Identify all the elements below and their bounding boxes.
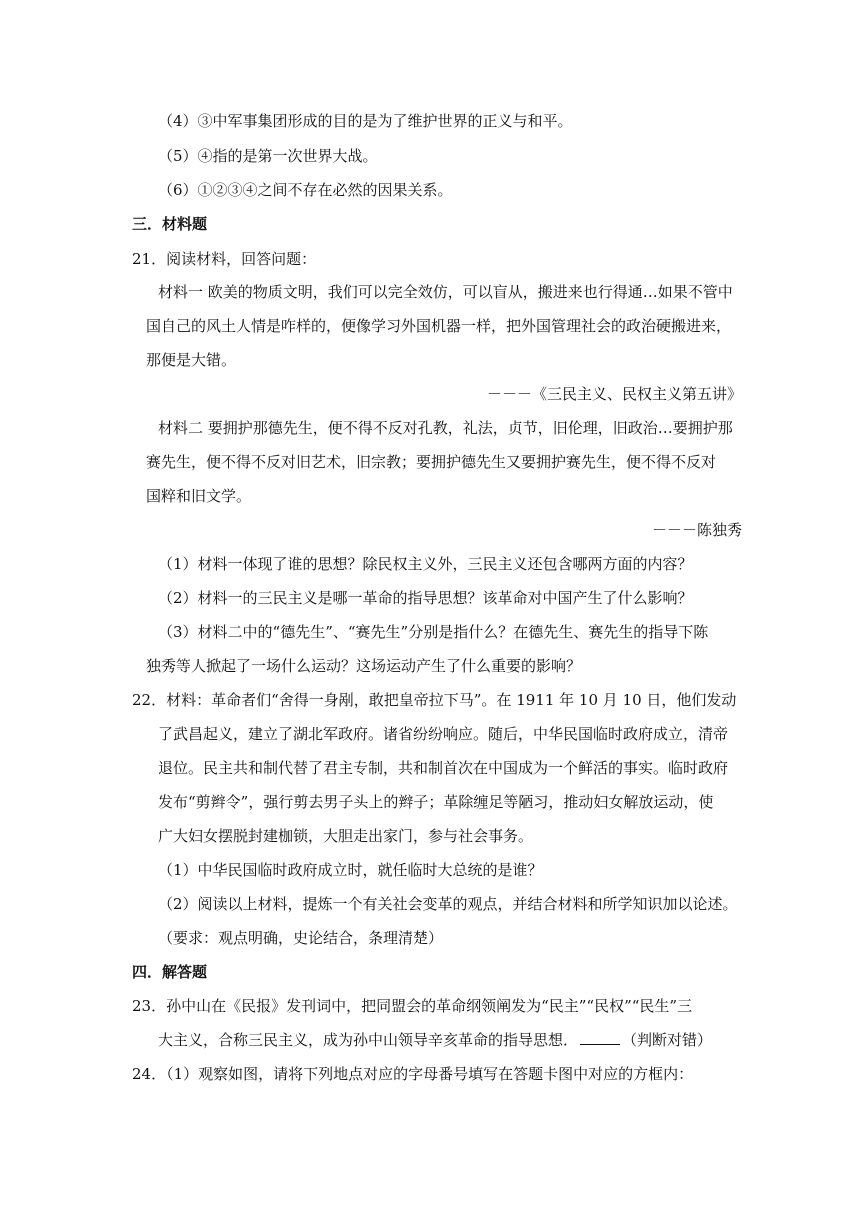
question-21-3-line-2: 独秀等人掀起了一场什么运动？这场运动产生了什么重要的影响？ xyxy=(146,657,582,675)
question-22-requirement: （要求：观点明确，史论结合，条理清楚） xyxy=(158,929,444,947)
question-22-1: （1）中华民国临时政府成立时，就任临时大总统的是谁？ xyxy=(158,861,543,879)
question-21-2: （2）材料一的三民主义是哪一革命的指导思想？该革命对中国产生了什么影响？ xyxy=(158,589,693,607)
question-24: 24．（1）观察如图，请将下列地点对应的字母番号填写在答题卡图中对应的方框内： xyxy=(132,1065,694,1083)
material-1-line-2: 国自己的风土人情是咋样的，便像学习外国机器一样，把外国管理社会的政治硬搬进来， xyxy=(146,317,732,335)
material-1-line-1: 材料一 欧美的物质文明，我们可以完全效仿，可以盲从，搬进来也行得通…如果不管中 xyxy=(158,283,733,301)
question-21-1: （1）材料一体现了谁的思想？除民权主义外，三民主义还包含哪两方面的内容？ xyxy=(158,555,693,573)
question-23-hint: （判断对错） xyxy=(622,1031,713,1049)
question-23-line-1: 23．孙中山在《民报》发刊词中，把同盟会的革命纲领阐发为“民主”“民权”“民生”三 xyxy=(132,997,693,1015)
question-21-title: 21．阅读材料，回答问题： xyxy=(132,250,317,268)
question-22-line-1: 22．材料：革命者们“舍得一身剐，敢把皇帝拉下马”。在 1911 年 10 月 10 日，他们发动 xyxy=(132,691,737,709)
section-heading-3: 三．材料题 xyxy=(132,215,208,233)
question-23-text: 大主义，合称三民主义，成为孙中山领导辛亥革命的指导思想． xyxy=(158,1031,579,1049)
question-22-line-2: 了武昌起义，建立了湖北军政府。诸省纷纷响应。随后，中华民国临时政府成立，清帝 xyxy=(158,725,729,743)
material-1-line-3: 那便是大错。 xyxy=(146,351,237,369)
answer-blank[interactable] xyxy=(580,1030,620,1045)
section-heading-4: 四．解答题 xyxy=(132,963,208,981)
question-23-line-2 xyxy=(158,1030,712,1050)
question-22-line-3: 退位。民主共和制代替了君主专制，共和制首次在中国成为一个鲜活的事实。临时政府 xyxy=(158,759,729,777)
material-2-line-1: 材料二 要拥护那德先生，便不得不反对孔教，礼法，贞节，旧伦理，旧政治…要拥护那 xyxy=(158,419,733,437)
material-1-source: －－－《三民主义、民权主义第五讲》 xyxy=(486,385,742,403)
question-21-3-line-1: （3）材料二中的“德先生”、“赛先生”分别是指什么？在德先生、赛先生的指导下陈 xyxy=(158,623,709,641)
material-2-source: －－－陈独秀 xyxy=(651,521,742,539)
statement-6: （6）①②③④之间不存在必然的因果关系。 xyxy=(158,181,453,199)
question-22-2: （2）阅读以上材料，提炼一个有关社会变革的观点，并结合材料和所学知识加以论述。 xyxy=(158,895,738,913)
material-2-line-2: 赛先生，便不得不反对旧艺术，旧宗教；要拥护德先生又要拥护赛先生，便不得不反对 xyxy=(146,453,717,471)
statement-4: （4）③中军事集团形成的目的是为了维护世界的正义与和平。 xyxy=(158,112,573,130)
question-22-line-5: 广大妇女摆脱封建枷锁，大胆走出家门，参与社会事务。 xyxy=(158,827,534,845)
statement-5: （5）④指的是第一次世界大战。 xyxy=(158,147,378,165)
question-22-line-4: 发布“剪辫令”，强行剪去男子头上的辫子；革除缠足等陋习，推动妇女解放运动，使 xyxy=(158,793,714,811)
material-2-line-3: 国粹和旧文学。 xyxy=(146,487,252,505)
